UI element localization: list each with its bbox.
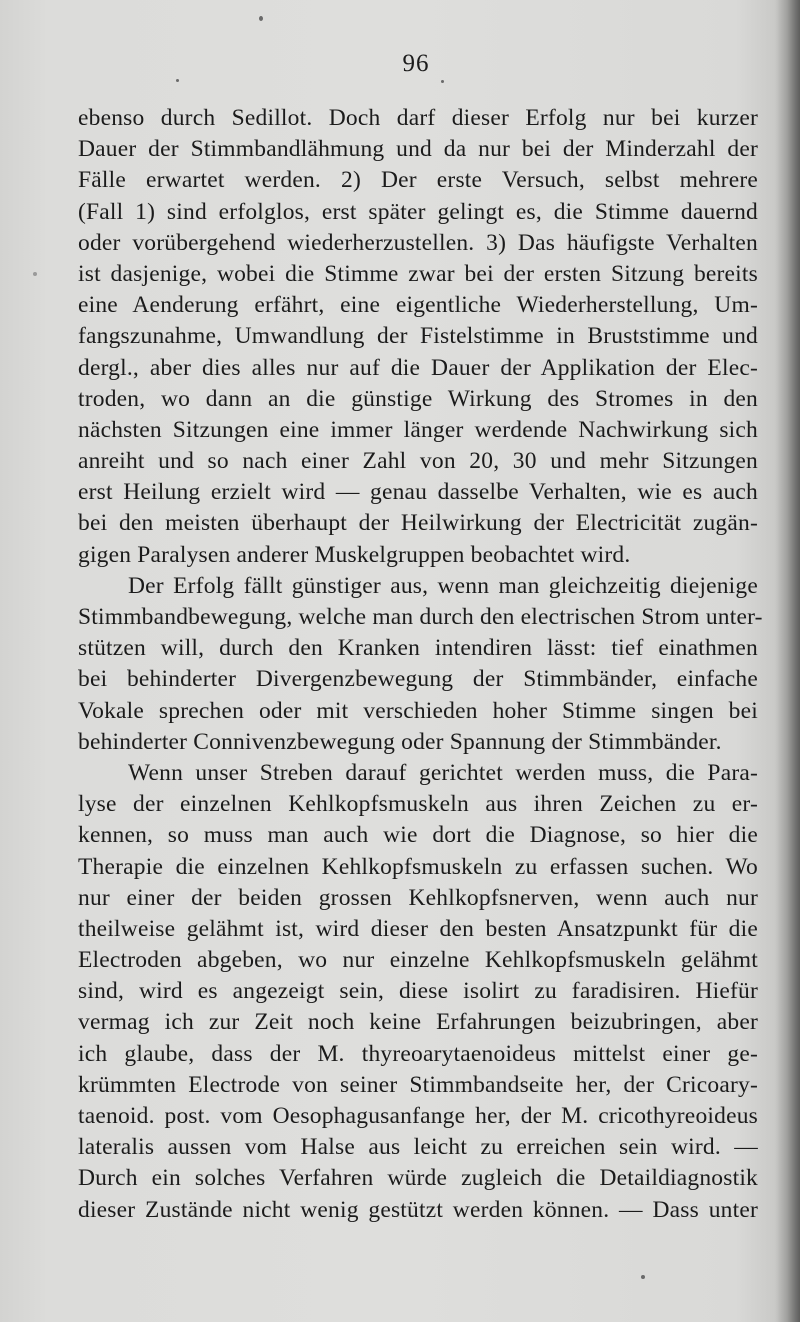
text-line: dieser Zustände nicht wenig gestützt werden können. — Dass unter (78, 1196, 758, 1223)
text-line: (Fall 1) sind erfolglos, erst später gelingt es, die Stimme dauernd (78, 198, 758, 225)
text-line: fangszunahme, Umwandlung der Fistelstimme in Bruststimme und (78, 323, 758, 350)
text-line: krümmten Electrode von seiner Stimmbandseite her, der Cricoary- (78, 1071, 758, 1098)
paper-speck (441, 80, 444, 83)
text-line: eine Aenderung erfährt, eine eigentliche Wiederherstellung, Um- (78, 292, 758, 319)
text-line: oder vorübergehend wiederherzustellen. 3) Das häufigste Verhalten (78, 229, 758, 256)
text-line: ist dasjenige, wobei die Stimme zwar bei der ersten Sitzung bereits (78, 260, 758, 287)
text-line: Vokale sprechen oder mit verschieden hoher Stimme singen bei (78, 697, 758, 724)
text-line: Electroden abgeben, wo nur einzelne Kehlkopfsmuskeln gelähmt (78, 947, 758, 974)
page-number: 96 (402, 50, 430, 77)
paper-speck (259, 16, 263, 21)
text-line: Dauer der Stimmbandlähmung und da nur bei der Minderzahl der (78, 136, 758, 163)
text-line: ebenso durch Sedillot. Doch darf dieser Erfolg nur bei kurzer (78, 105, 758, 131)
text-line: Der Erfolg fällt günstiger aus, wenn man gleichzeitig diejenige (128, 572, 758, 599)
text-line: erst Heilung erzielt wird — genau dasselbe Verhalten, wie es auch (78, 479, 758, 506)
paper-speck (641, 1275, 645, 1279)
text-line: kennen, so muss man auch wie dort die Diagnose, so hier die (78, 822, 758, 849)
paper-speck (176, 79, 179, 82)
text-line: bei behinderter Divergenzbewegung der Stimmbänder, einfache (78, 666, 758, 693)
text-line: Stimmbandbewegung, welche man durch den electrischen Strom unter- (78, 604, 763, 630)
text-line: vermag ich zur Zeit noch keine Erfahrungen beizubringen, aber (78, 1009, 758, 1036)
text-line: bei den meisten überhaupt der Heilwirkung der Electricität zugän- (78, 510, 758, 537)
text-line: behinderter Connivenzbewegung oder Spannung der Stimmbänder. (78, 728, 722, 755)
text-line: nächsten Sitzungen eine immer länger werdende Nachwirkung sich (78, 416, 758, 443)
text-line: theilweise gelähmt ist, wird dieser den besten Ansatzpunkt für die (78, 915, 758, 942)
text-line: dergl., aber dies alles nur auf die Dauer der Applikation der Elec- (78, 354, 758, 381)
paper-speck (33, 272, 37, 276)
text-line: troden, wo dann an die günstige Wirkung des Stromes in den (78, 385, 758, 412)
text-line: Fälle erwartet werden. 2) Der erste Versuch, selbst mehrere (78, 167, 758, 194)
body-text (78, 103, 763, 1226)
text-line: Wenn unser Streben darauf gerichtet werden muss, die Para- (128, 759, 758, 786)
text-line: stützen will, durch den Kranken intendiren lässt: tief einathmen (78, 635, 758, 662)
text-line: gigen Paralysen anderer Muskelgruppen beobachtet wird. (78, 541, 631, 568)
text-line: Therapie die einzelnen Kehlkopfsmuskeln zu erfassen suchen. Wo (78, 853, 758, 880)
text-line: sind, wird es angezeigt sein, diese isolirt zu faradisiren. Hiefür (78, 978, 758, 1005)
text-line: lyse der einzelnen Kehlkopfsmuskeln aus ihren Zeichen zu er- (78, 791, 758, 818)
text-line: nur einer der beiden grossen Kehlkopfsnerven, wenn auch nur (78, 884, 758, 911)
text-line: ich glaube, dass der M. thyreoarytaenoideus mittelst einer ge- (78, 1040, 758, 1067)
text-line: taenoid. post. vom Oesophagusanfange her, der M. cricothyreoideus (78, 1103, 758, 1129)
text-line: anreiht und so nach einer Zahl von 20, 30 und mehr Sitzungen (78, 448, 758, 475)
text-line: Durch ein solches Verfahren würde zugleich die Detaildiagnostik (78, 1165, 758, 1192)
page-edge-shadow (774, 0, 800, 1322)
text-line: lateralis aussen vom Halse aus leicht zu erreichen sein wird. — (78, 1134, 758, 1161)
